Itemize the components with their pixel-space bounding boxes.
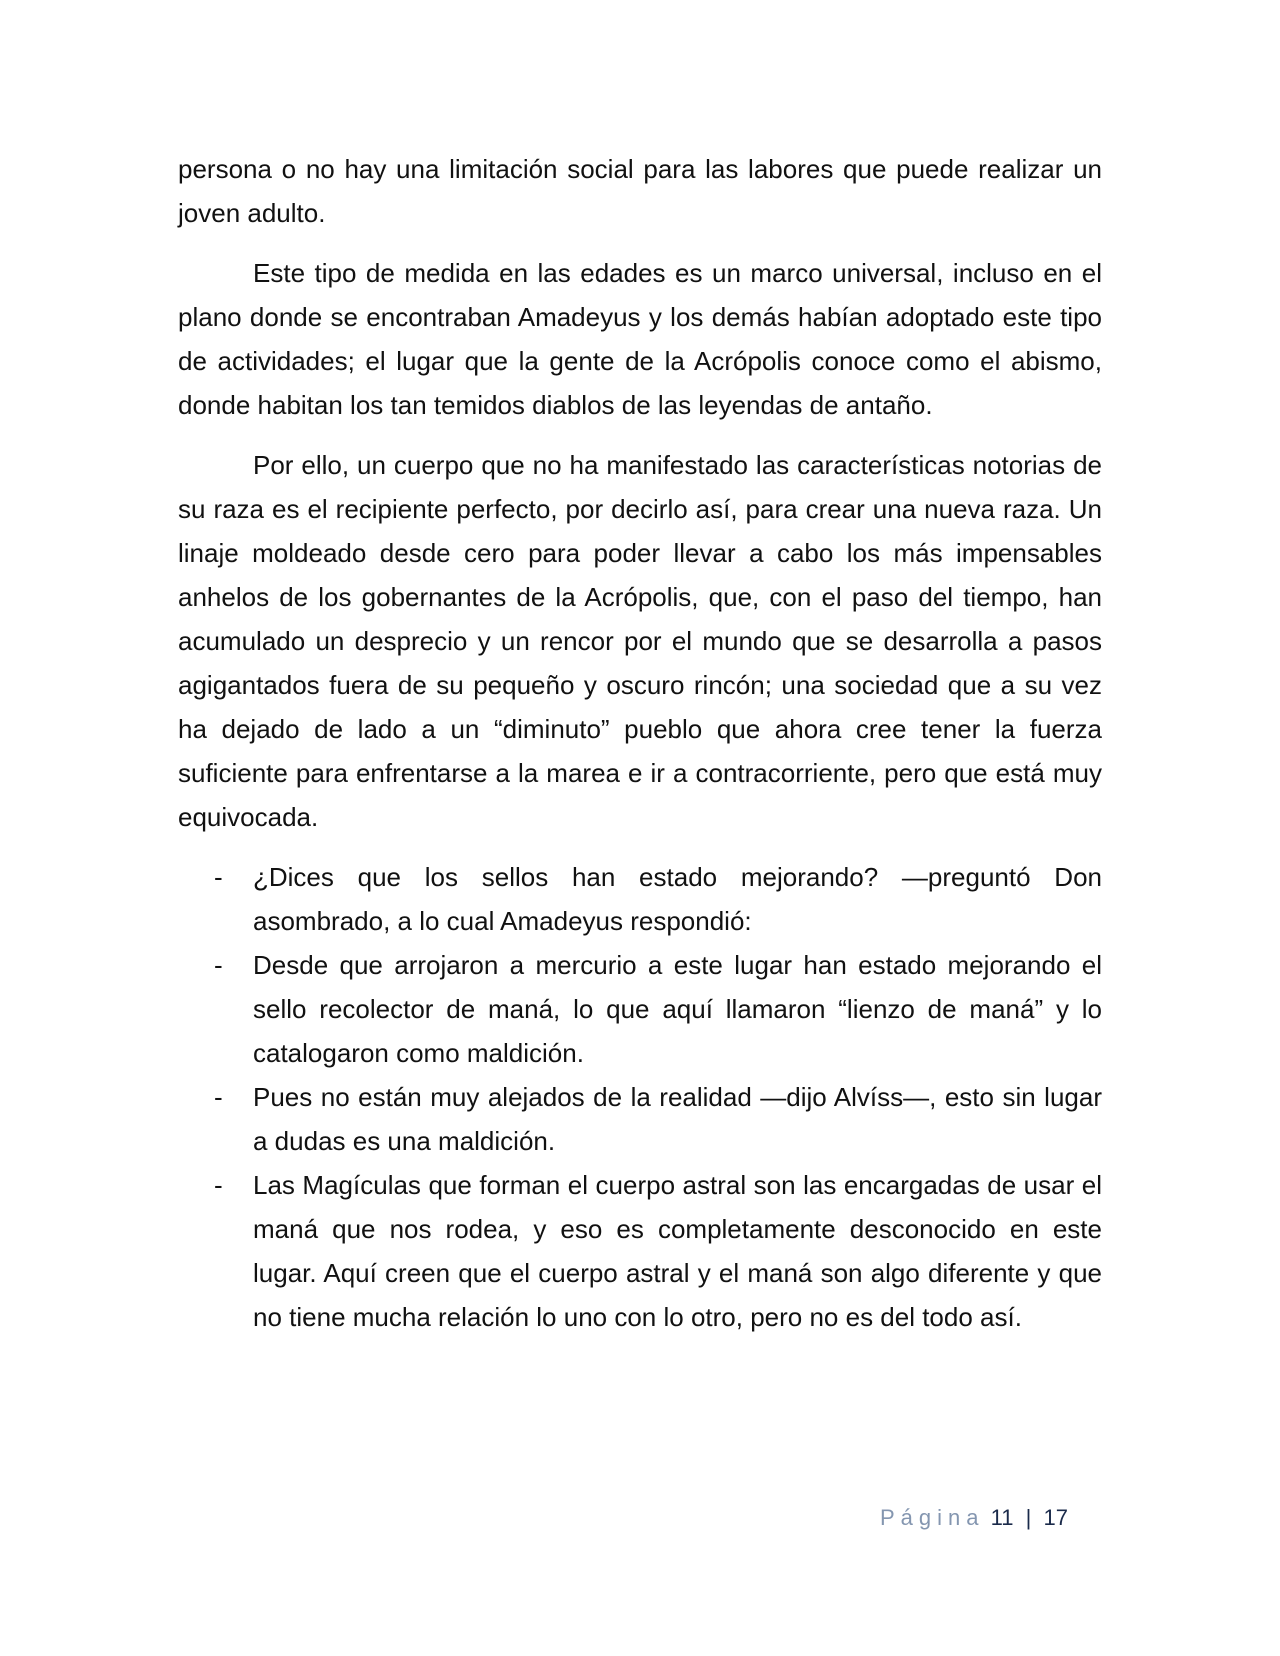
body-text <box>178 147 1102 1339</box>
paragraph-continuation: persona o no hay una limitación social para las labores que puede realizar un joven adulto. <box>178 154 1102 228</box>
dialogue-dash: - <box>214 1170 223 1200</box>
dialogue-text: ¿Dices que los sellos han estado mejorando? —preguntó Don asombrado, a lo cual Amadeyus respondió: <box>253 862 1102 936</box>
dialogue-text: Desde que arrojaron a mercurio a este lugar han estado mejorando el sello recolector de maná, lo que aquí llamaron “lienzo de maná” y lo catalogaron como maldición. <box>253 950 1102 1068</box>
dialogue-list <box>178 855 1102 1339</box>
dialogue-dash: - <box>214 1082 223 1112</box>
total-page-count: 17 <box>1043 1505 1068 1530</box>
dialogue-dash: - <box>214 862 223 892</box>
dialogue-line <box>178 1163 1102 1339</box>
dialogue-line <box>178 943 1102 1075</box>
paragraph: Este tipo de medida en las edades es un marco universal, incluso en el plano donde se encontraban Amadeyus y los demás habían adoptado este tipo de actividades; el lugar que la gente de la Acrópolis conoce como el abismo, donde habitan los tan temidos diablos de las leyendas de antaño. <box>178 258 1102 420</box>
paragraph: Por ello, un cuerpo que no ha manifestado las características notorias de su raza es el recipiente perfecto, por decirlo así, para crear una nueva raza. Un linaje moldeado desde cero para poder llevar a cabo los más impensables anhelos de los gobernantes de la Acrópolis, que, con el paso del tiempo, han acumulado un desprecio y un rencor por el mundo que se desarrolla a pasos agigantados fuera de su pequeño y oscuro rincón; una sociedad que a su vez ha dejado de lado a un “diminuto” pueblo que ahora cree tener la fuerza suficiente para enfrentarse a la marea e ir a contracorriente, pero que está muy equivocada. <box>178 450 1102 832</box>
dialogue-line <box>178 1075 1102 1163</box>
page-label: Página <box>880 1505 985 1530</box>
dialogue-text: Las Magículas que forman el cuerpo astral son las encargadas de usar el maná que nos rodea, y eso es completamente desconocido en este lugar. Aquí creen que el cuerpo astral y el maná son algo diferente y que no tiene mucha relación lo uno con lo otro, pero no es del todo así. <box>253 1170 1102 1332</box>
page-separator: | <box>1025 1505 1032 1530</box>
dialogue-line <box>178 855 1102 943</box>
dialogue-dash: - <box>214 950 223 980</box>
current-page-number: 11 <box>990 1505 1014 1530</box>
page-footer <box>880 1503 1090 1533</box>
dialogue-text: Pues no están muy alejados de la realidad —dijo Alvíss—, esto sin lugar a dudas es una maldición. <box>253 1082 1102 1156</box>
